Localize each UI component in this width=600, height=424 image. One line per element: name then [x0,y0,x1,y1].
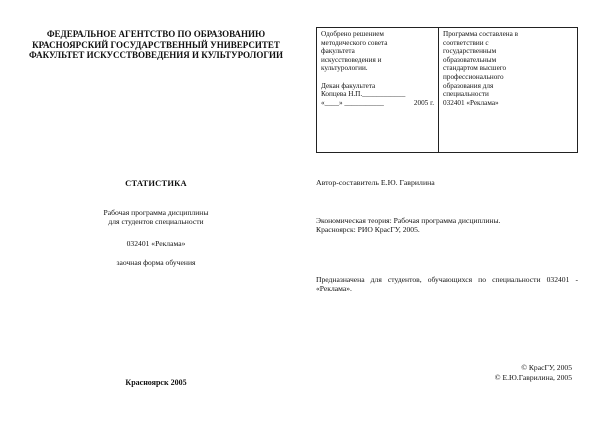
city-year: Красноярск 2005 [125,378,187,387]
standard-line: Программа составлена в [443,30,519,38]
standard-line: соответствии с [443,38,489,47]
approval-date-line [321,99,434,108]
standard-line: профессионального [443,72,504,81]
standard-line: образования для [443,81,494,90]
copyright-line: © КрасГУ, 2005 [521,363,572,372]
agency-name: ФЕДЕРАЛЬНОЕ АГЕНТСТВО ПО ОБРАЗОВАНИЮ [46,29,266,39]
standard-line: 032401 «Реклама» [443,98,499,107]
standard-line: специальности [443,90,489,99]
date-blank: «____» ___________ [321,98,384,107]
subtitle-line: для студентов специальности [108,217,204,227]
standard-line: образовательным [443,55,497,64]
approval-cell [317,28,439,152]
approval-line: методического совета [321,38,388,47]
approval-line: искусствоведения и [321,55,382,64]
university-name: КРАСНОЯРСКИЙ ГОСУДАРСТВЕННЫЙ УНИВЕРСИТЕТ [32,39,280,50]
approval-line: факультета [321,47,355,56]
date-year: 2005 г. [413,98,434,107]
dean-signature-line: Копцева Н.П.____________ [321,90,406,99]
copyright-block [316,363,572,382]
purpose-statement: Предназначена для студентов, обучающихся по специальности 032401 - «Реклама». [316,275,578,294]
faculty-name: ФАКУЛЬТЕТ ИСКУССТВОВЕДЕНИЯ И КУЛЬТУРОЛОГИИ [28,50,284,60]
document-title: СТАТИСТИКА [125,178,187,188]
copyright-line: © Е.Ю.Гаврилина, 2005 [494,372,572,382]
reference-line: Красноярск: РИО КрасГУ, 2005. [316,225,420,235]
standard-line: стандартом высшего [443,64,507,73]
standard-cell [439,28,577,152]
author-line: Автор-составитель Е.Ю. Гаврилина [316,178,435,187]
reference-line: Экономическая теория: Рабочая программа дисциплины. [316,216,501,225]
institution-header [20,29,292,61]
standard-line: государственным [443,47,497,56]
dean-title: Декан факультета [321,81,376,90]
subtitle-line: Рабочая программа дисциплины [103,208,209,217]
approval-line: культурологии. [321,64,368,73]
document-subtitle [20,208,292,227]
study-form: заочная форма обучения [116,258,196,267]
bibliographic-reference [316,216,578,234]
specialty-code: 032401 «Реклама» [126,239,186,248]
approval-table [316,27,578,153]
approval-line: Одобрено решением [321,30,384,38]
